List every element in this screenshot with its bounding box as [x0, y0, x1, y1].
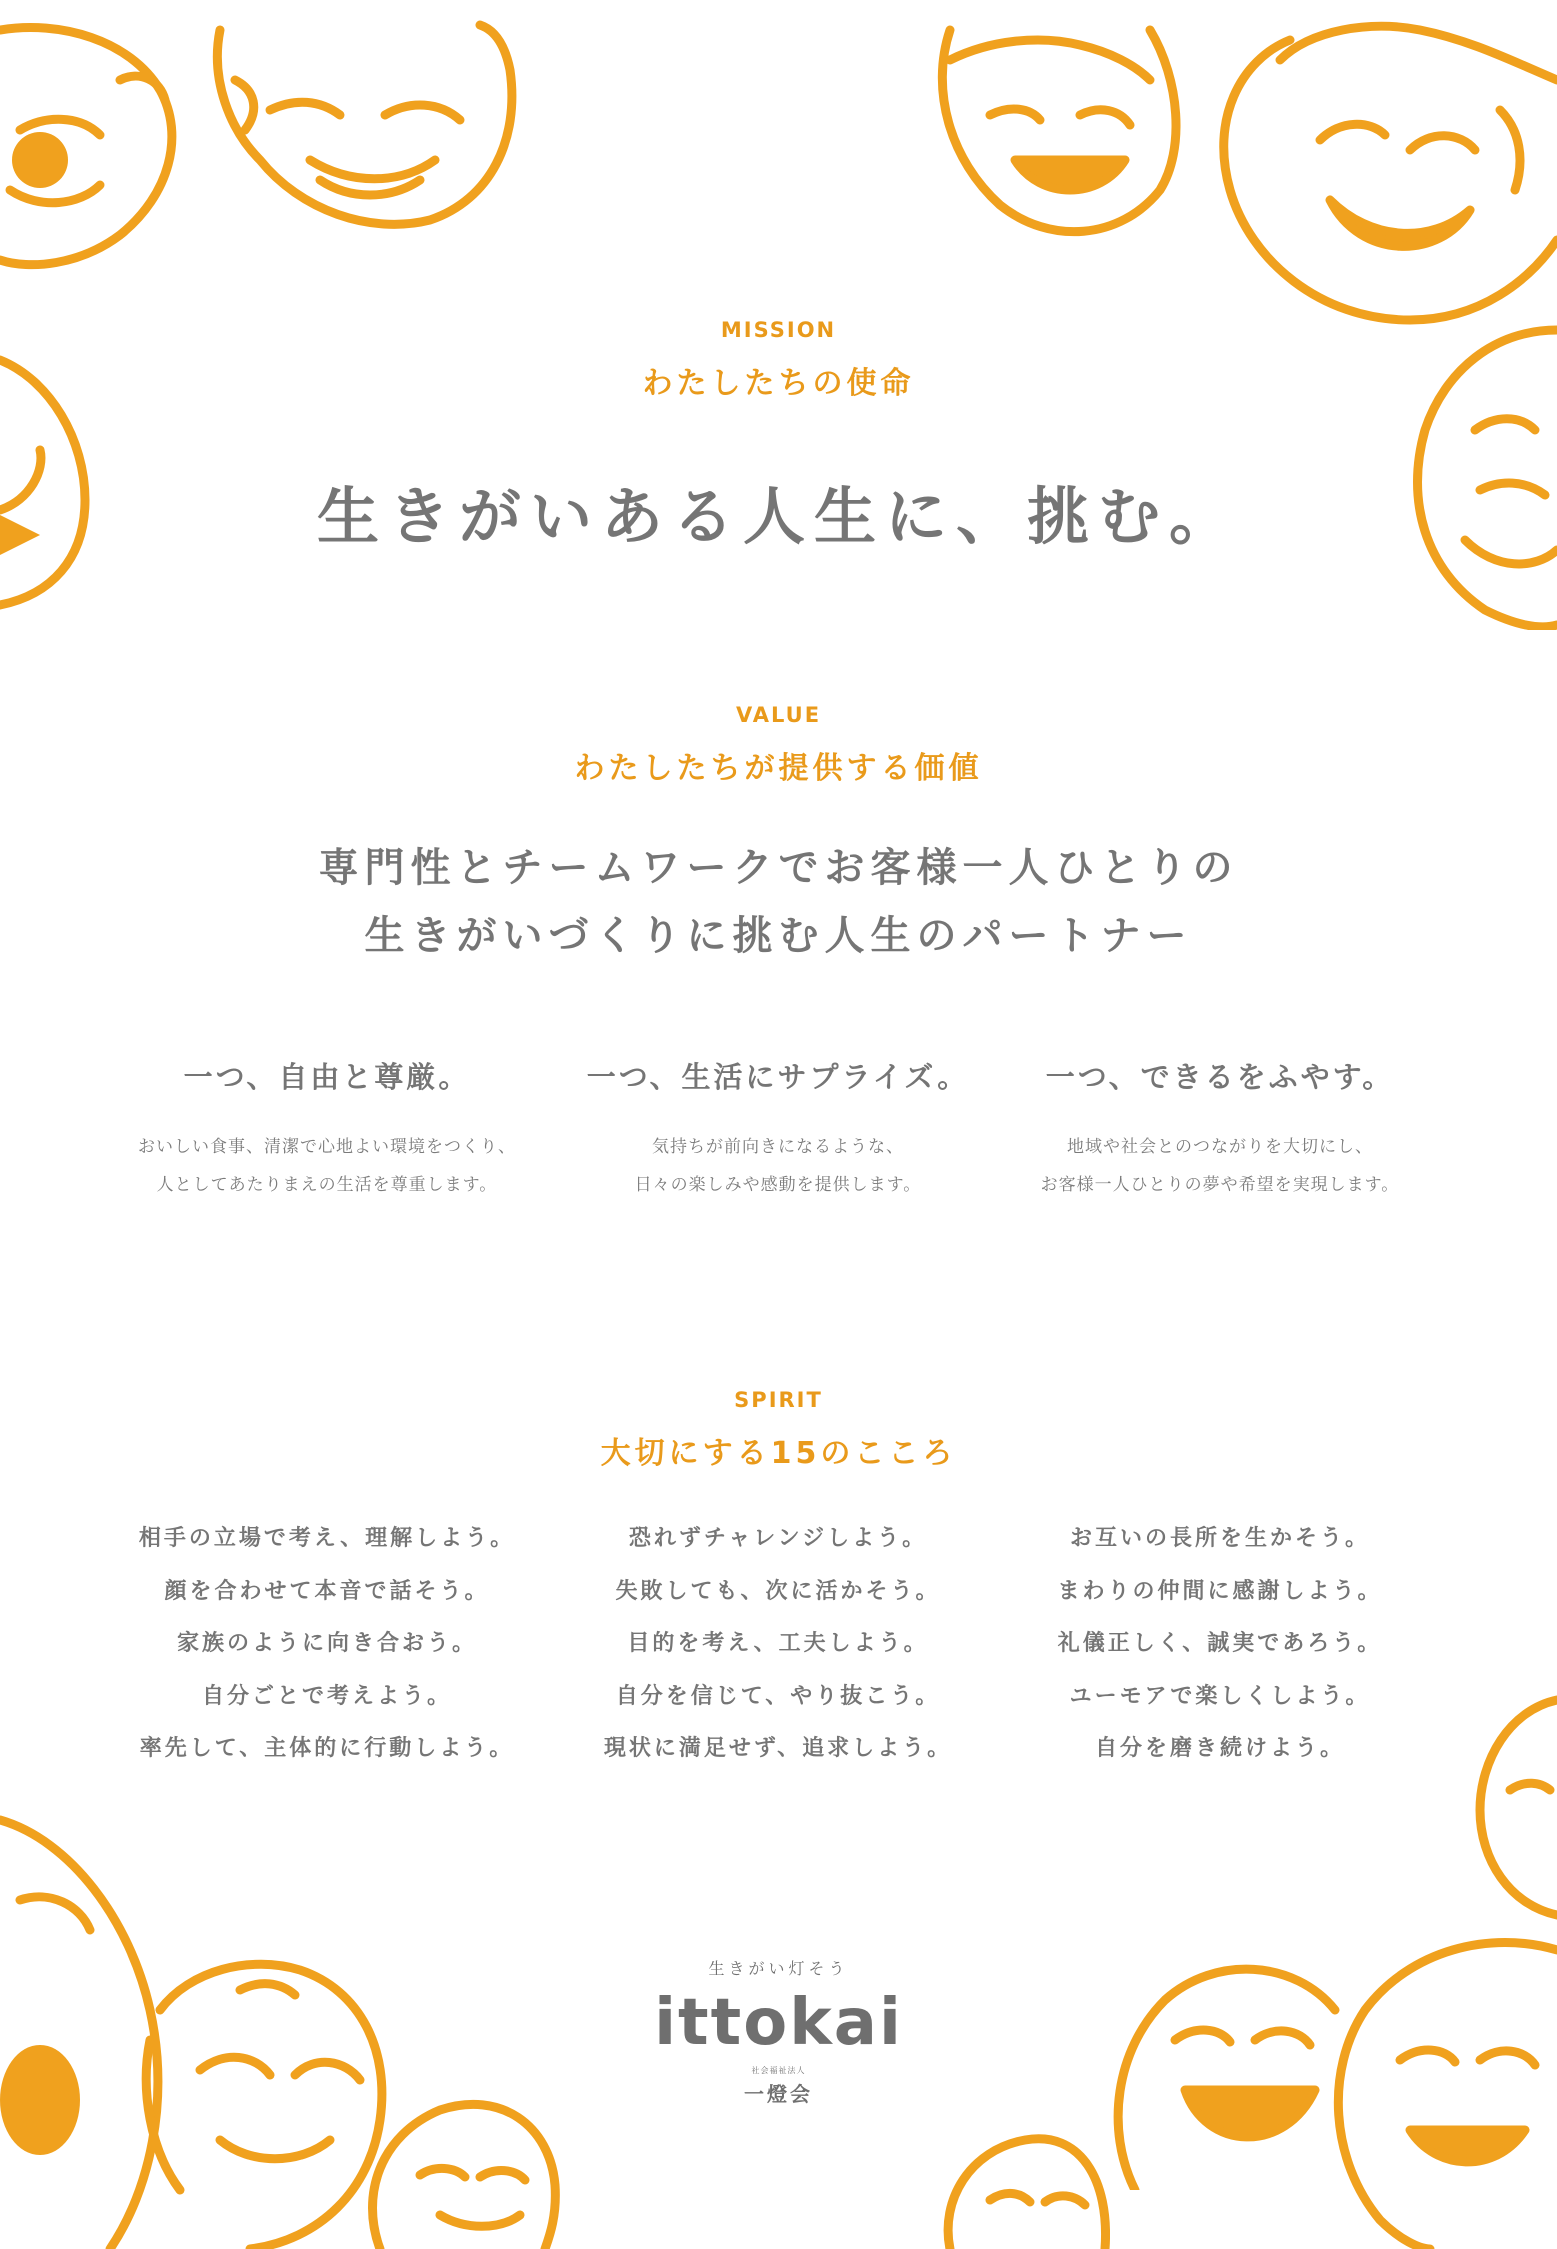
- face-illustration-top-right: [1210, 20, 1557, 350]
- face-illustration-right-lower: [1470, 1690, 1557, 1920]
- spirit-item: 顔を合わせて本音で話そう。: [164, 1578, 490, 1604]
- value-statement-line-1: 専門性とチームワークでお客様一人ひとりの: [318, 845, 1239, 891]
- value-item-body-line: 気持ちが前向きになるような、: [652, 1137, 904, 1157]
- spirit-item: お互いの長所を生かそう。: [1069, 1526, 1370, 1551]
- value-item-body: [107, 1128, 547, 1204]
- logo-tagline: 生きがい灯そう: [708, 1959, 849, 1978]
- spirit-column: [107, 1513, 547, 1776]
- value-eyebrow: VALUE: [735, 703, 822, 727]
- spirit-item: ユーモアで楽しくしよう。: [1069, 1683, 1371, 1709]
- value-item: [1000, 1055, 1440, 1204]
- spirit-item: 家族のように向き合おう。: [176, 1631, 477, 1656]
- value-item-body: [1000, 1128, 1440, 1204]
- spirit-item: 礼儀正しく、誠実であろう。: [1057, 1631, 1383, 1656]
- brand-logo: [0, 1956, 1557, 2107]
- value-item-heading: 一つ、生活にサプライズ。: [586, 1060, 970, 1094]
- spirit-title: 大切にする15のこころ: [600, 1436, 957, 1471]
- value-item-heading: 一つ、できるをふやす。: [1045, 1060, 1395, 1094]
- spirit-item: 自分を磨き続けよう。: [1094, 1736, 1345, 1761]
- face-illustration-top-left-2: [200, 20, 530, 250]
- logo-wordmark: ittokai: [654, 1986, 903, 2060]
- mission-statement: 生きがいある人生に、挑む。: [316, 480, 1240, 553]
- face-illustration-top-center: [930, 20, 1190, 250]
- spirit-item: まわりの仲間に感謝しよう。: [1057, 1578, 1383, 1604]
- spirit-item: 現状に満足せず、追求しよう。: [603, 1736, 953, 1761]
- value-item-heading: 一つ、自由と尊厳。: [183, 1060, 471, 1094]
- logo-name: 一燈会: [744, 2082, 813, 2106]
- value-item-body-line: 地域や社会とのつながりを大切にし、: [1067, 1137, 1373, 1157]
- value-statement: [0, 834, 1557, 970]
- spirit-item: 失敗しても、次に活かそう。: [615, 1578, 941, 1604]
- mission-eyebrow: MISSION: [720, 318, 837, 342]
- spirit-item: 恐れずチャレンジしよう。: [628, 1526, 928, 1551]
- spirit-column: [1000, 1513, 1440, 1776]
- value-item-body-line: お客様一人ひとりの夢や希望を実現します。: [1040, 1175, 1400, 1195]
- spirit-item: 目的を考え、工夫しよう。: [627, 1631, 929, 1656]
- value-statement-line-2: 生きがいづくりに挑む人生のパートナー: [364, 913, 1193, 959]
- spirit-item: 自分を信じて、やり抜こう。: [615, 1683, 941, 1709]
- spirit-column: [558, 1513, 998, 1776]
- spirit-item: 自分ごとで考えよう。: [201, 1683, 452, 1709]
- mission-title: わたしたちの使命: [642, 366, 915, 401]
- spirit-eyebrow: SPIRIT: [734, 1388, 823, 1412]
- face-illustration-top-left: [0, 20, 200, 320]
- value-item: [107, 1055, 547, 1204]
- value-item-body-line: おいしい食事、清潔で心地よい環境をつくり、: [138, 1137, 516, 1157]
- value-item-body-line: 日々の楽しみや感動を提供します。: [634, 1175, 922, 1195]
- value-item-body-line: 人としてあたりまえの生活を尊重します。: [156, 1175, 498, 1195]
- face-illustration-bottom-left-3: [360, 2085, 560, 2249]
- value-item-body: [558, 1128, 998, 1204]
- value-item: [558, 1055, 998, 1204]
- value-title: わたしたちが提供する価値: [574, 751, 983, 786]
- face-illustration-bottom-center-right: [940, 2120, 1110, 2249]
- spirit-item: 相手の立場で考え、理解しよう。: [138, 1526, 516, 1551]
- spirit-item: 率先して、主体的に行動しよう。: [139, 1736, 515, 1761]
- logo-caption: 社会福祉法人: [751, 2066, 806, 2075]
